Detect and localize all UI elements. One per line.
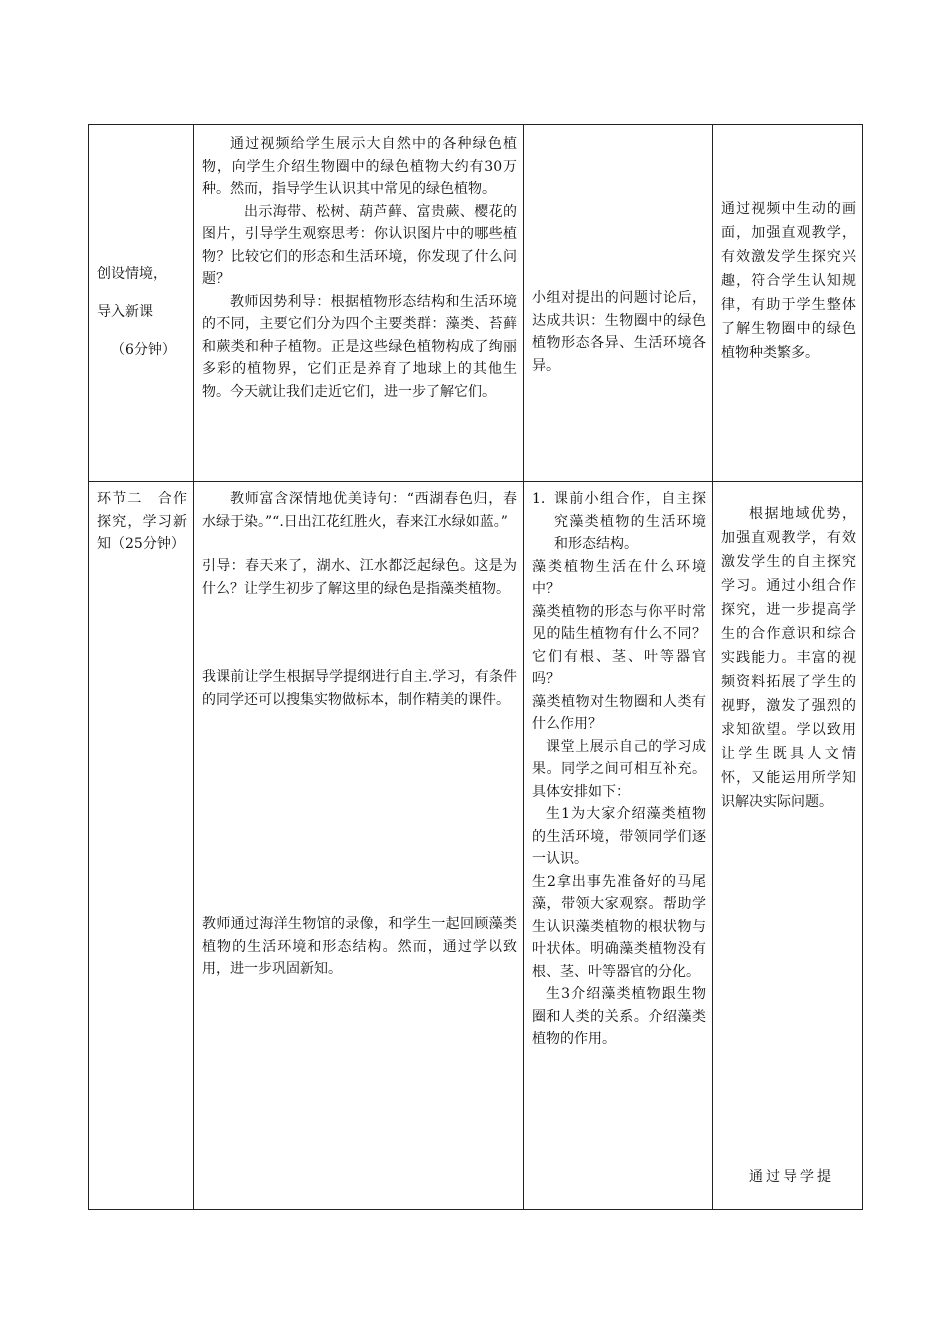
stage-duration: （6分钟）	[111, 342, 176, 358]
teacher-paragraph: 我课前让学生根据导学提纲进行自主.学习，有条件的同学还可以搜集实物做标本，制作精美的课件。	[202, 669, 517, 708]
stage-cell	[89, 125, 194, 482]
table-row	[89, 482, 863, 1210]
student-question: 藻类植物生活在什么环境中？	[532, 558, 706, 597]
intent-paragraph: 根据地域优势，加强直观教学，有效激发学生的自主探究学习。通过小组合作探究，进一步提高学生的合作意识和综合实践能力。丰富的视频资料拓展了学生的视野，激发了强烈的求知欲望。学以致用让学生既具人文情怀，又能运用所学知识解决实际问题。	[721, 506, 856, 810]
teacher-paragraph: 教师因势利导：根据植物形态结构和生活环境的不同，主要它们分为四个主要类群：藻类、苔藓和蕨类和种子植物。正是这些绿色植物构成了绚丽多彩的植物界，它们正是养育了地球上的其他生物。今天就让我们走近它们，进一步了解它们。	[202, 293, 517, 400]
stage-title: 环节二 合作探究，学习新知（25分钟）	[97, 491, 187, 552]
design-intent-cell	[713, 125, 863, 482]
student-paragraph: 课堂上展示自己的学习成果。同学之间可相互补充。具体安排如下：	[532, 738, 706, 800]
student-question: 藻类植物的形态与你平时常见的陆生植物有什么不同？它们有根、茎、叶等器官吗？	[532, 603, 706, 687]
table-row	[89, 125, 863, 482]
item-number: 1.	[532, 491, 546, 507]
student-question: 藻类植物对生物圈和人类有什么作用？	[532, 693, 706, 732]
teacher-paragraph: 引导：春天来了，湖水、江水都泛起绿色。这是为什么？让学生初步了解这里的绿色是指藻类植物。	[202, 558, 517, 597]
teacher-paragraph: 教师通过海洋生物馆的录像，和学生一起回顾藻类植物的生活环境和形态结构。然而，通过学以致用，进一步巩固新知。	[202, 916, 517, 977]
design-intent-cell	[713, 482, 863, 1210]
teacher-paragraph: 教师富含深情地优美诗句：“西湖春色归，春水绿于染。”“.日出江花红胜火，春来江水绿如蓝。”	[202, 491, 517, 530]
student-activity-cell	[524, 125, 713, 482]
stage-title: 创设情境，	[97, 266, 167, 282]
stage-cell	[89, 482, 194, 1210]
stage-subtitle: 导入新课	[97, 304, 153, 320]
student-activity-cell	[524, 482, 713, 1210]
student-paragraph: 小组对提出的问题讨论后，达成共识：生物圈中的绿色植物形态各异、生活环境各异。	[532, 290, 706, 374]
lesson-plan-table	[88, 124, 863, 1210]
intent-paragraph: 通过导学提	[749, 1169, 834, 1185]
teacher-activity-cell	[194, 125, 524, 482]
item-text: 课前小组合作，自主探究藻类植物的生活环境和形态结构。	[554, 491, 706, 552]
student-paragraph: 生1为大家介绍藻类植物的生活环境，带领同学们逐一认识。	[532, 806, 706, 867]
numbered-item	[532, 488, 706, 556]
teacher-activity-cell	[194, 482, 524, 1210]
teacher-paragraph: 通过视频给学生展示大自然中的各种绿色植物，向学生介绍生物圈中的绿色植物大约有30万种。然而，指导学生认识其中常见的绿色植物。	[202, 136, 517, 197]
teacher-paragraph: 出示海带、松树、葫芦藓、富贵蕨、樱花的图片，引导学生观察思考：你认识图片中的哪些植物？比较它们的形态和生活环境，你发现了什么问题？	[202, 203, 517, 287]
student-paragraph: 生3介绍藻类植物跟生物圈和人类的关系。介绍藻类植物的作用。	[532, 986, 706, 1047]
student-paragraph: 生2拿出事先准备好的马尾藻，带领大家观察。帮助学生认识藻类植物的根状物与叶状体。明确藻类植物没有根、茎、叶等器官的分化。	[532, 873, 706, 980]
intent-paragraph: 通过视频中生动的画面，加强直观教学，有效激发学生探究兴趣，符合学生认知规律，有助于学生整体了解生物圈中的绿色植物种类繁多。	[721, 201, 856, 361]
